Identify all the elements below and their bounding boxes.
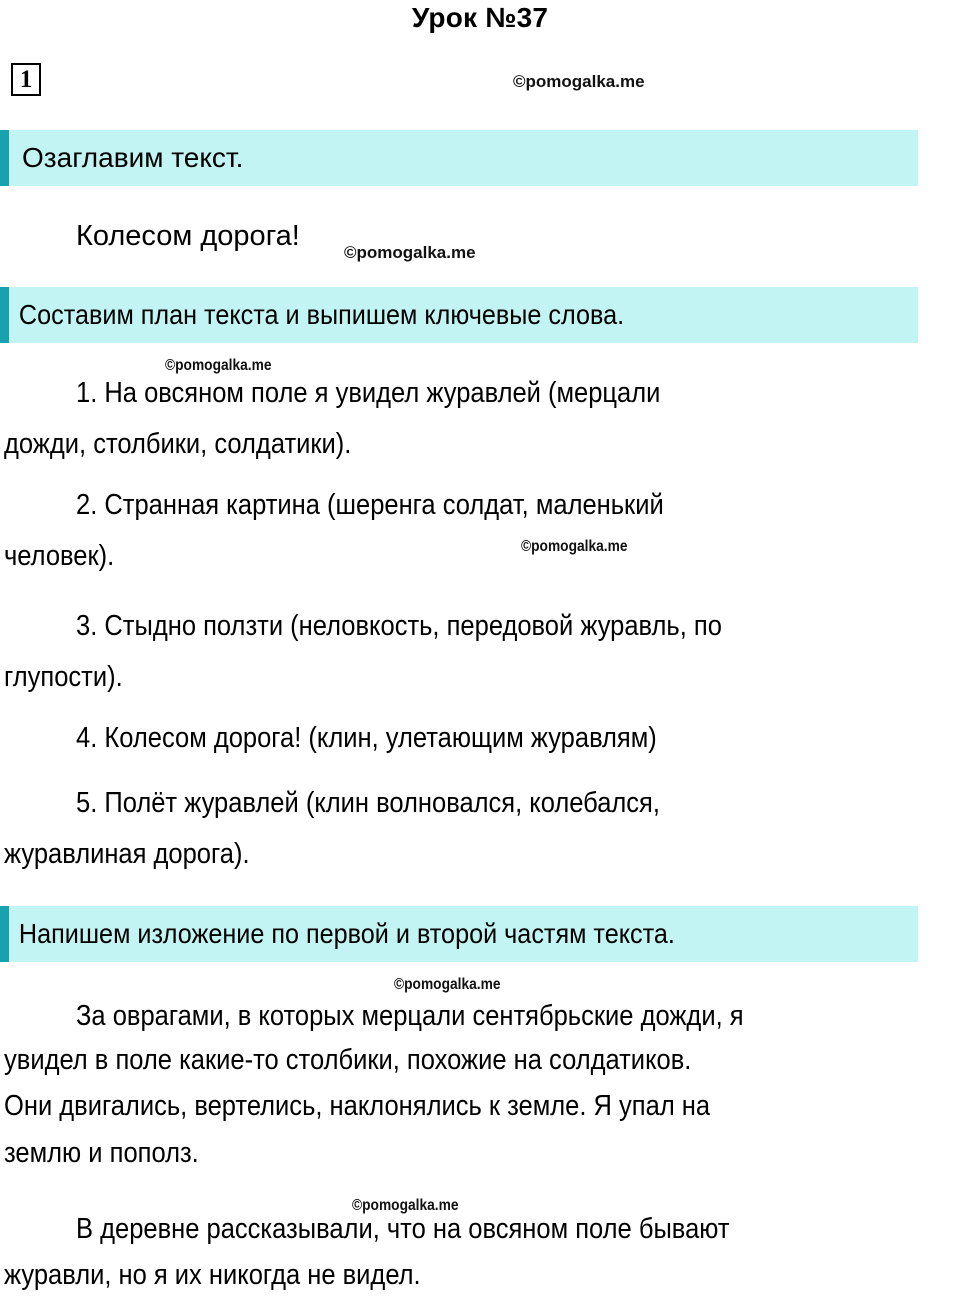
plan-item-3-line-2: глупости). [4,661,123,693]
plan-item-5-line-1: 5. Полёт журавлей (клин волновался, колебался, [76,787,660,819]
task-prompt-2 [0,287,918,343]
paragraph-1-line-4: землю и пополз. [4,1137,199,1169]
paragraph-1-line-1: За оврагами, в которых мерцали сентябрьские дожди, я [76,1000,744,1032]
plan-item-2-line-2: человек). [4,540,115,572]
watermark: ©pomogalka.me [513,72,645,91]
task-prompt-1-text: Озаглавим текст. [22,142,244,173]
task-prompt-3-text: Напишем изложение по первой и второй частям текста. [18,918,675,949]
page-title: Урок №37 [411,2,549,33]
plan-item-1-line-1: 1. На овсяном поле я увидел журавлей (мерцали [76,377,661,409]
paragraph-2-line-1: В деревне рассказывали, что на овсяном поле бывают [76,1213,730,1245]
paragraph-1-line-3: Они двигались, вертелись, наклонялись к земле. Я упал на [4,1090,711,1122]
plan-item-2-line-1: 2. Странная картина (шеренга солдат, маленький [76,489,664,521]
task-prompt-3 [0,906,918,962]
paragraph-1-line-2: увидел в поле какие-то столбики, похожие на солдатиков. [4,1044,692,1076]
watermark: ©pomogalka.me [344,243,476,262]
task-prompt-2-text: Составим план текста и выпишем ключевые слова. [18,299,625,330]
watermark: ©pomogalka.me [352,1197,459,1214]
paragraph-2-line-2: журавли, но я их никогда не видел. [4,1259,421,1291]
plan-item-3-line-1: 3. Стыдно ползти (неловкость, передовой журавль, по [76,610,722,642]
plan-item-1-line-2: дожди, столбики, солдатики). [4,428,352,460]
watermark: ©pomogalka.me [394,976,501,993]
plan-item-4-line-1: 4. Колесом дорога! (клин, улетающим журавлям) [76,722,657,754]
task-prompt-1 [0,130,918,186]
watermark: ©pomogalka.me [521,538,628,555]
task-1-answer-line: Колесом дорога! [76,220,300,252]
plan-item-5-line-2: журавлиная дорога). [4,838,250,870]
exercise-number-badge: 1 [11,63,41,96]
watermark: ©pomogalka.me [165,357,272,374]
